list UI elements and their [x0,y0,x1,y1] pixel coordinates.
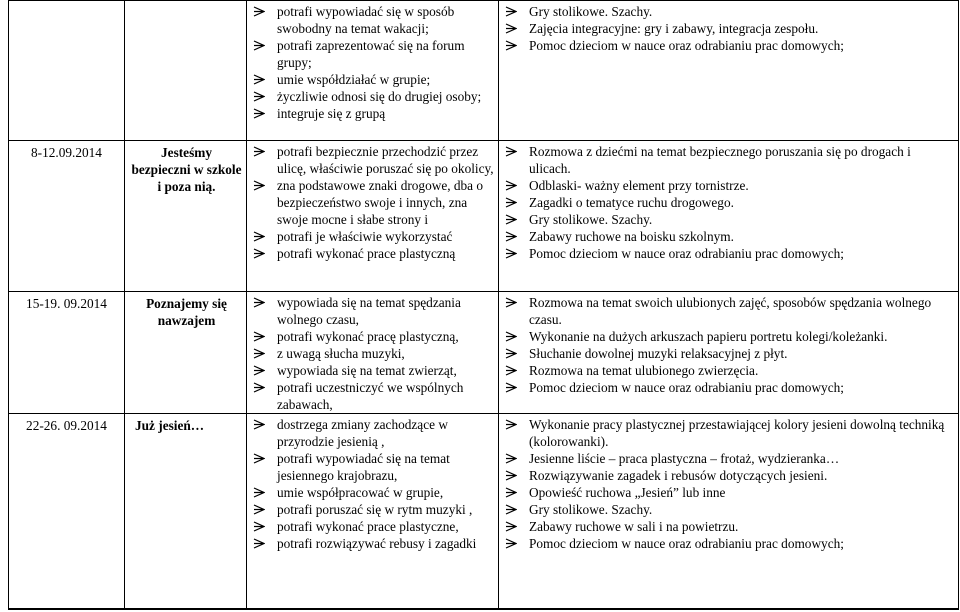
arrow-bullet-icon [505,146,517,157]
arrow-bullet-icon [253,419,265,430]
goals-list [253,143,494,262]
topic-text: Jesteśmy bezpieczni w szkole i poza nią. [131,145,242,194]
list-item [253,535,494,552]
date-cell [9,414,125,610]
list-item-text: Pomoc dzieciom w nauce oraz odrabianiu prac domowych; [529,536,844,551]
list-item [505,37,954,54]
list-item-text: potrafi wypowiadać się na temat jesiennego krajobrazu, [277,451,450,483]
list-item [505,294,954,328]
arrow-bullet-icon [505,297,517,308]
goals-list [253,3,494,122]
list-item-text: potrafi wykonać prace plastyczną [277,246,456,261]
goals-list [253,416,494,552]
arrow-bullet-icon [505,40,517,51]
arrow-bullet-icon [505,487,517,498]
list-item-text: potrafi bezpiecznie przechodzić przez ulicę, właściwie poruszać się po okolicy, [277,144,494,176]
list-item-text: Gry stolikowe. Szachy. [529,212,653,227]
arrow-bullet-icon [253,504,265,515]
table-row [9,414,959,610]
list-item [505,20,954,37]
topic-cell [125,1,247,141]
date-cell [9,141,125,292]
list-item-text: potrafi zaprezentować się na forum grupy; [277,38,465,70]
activities-cell [499,1,959,141]
arrow-bullet-icon [253,487,265,498]
list-item [505,467,954,484]
arrow-bullet-icon [253,348,265,359]
list-item-text: umie współdziałać w grupie; [277,72,431,87]
arrow-bullet-icon [505,504,517,515]
list-item [253,328,494,345]
list-item [253,71,494,88]
date-cell [9,1,125,141]
schedule-table [8,0,959,610]
list-item [505,518,954,535]
list-item-text: Wykonanie pracy plastycznej przestawiającej kolory jesieni dowolną techniką (kolorowanki). [529,417,945,449]
list-item-text: wypowiada się na temat zwierząt, [277,363,457,378]
goals-cell [247,1,499,141]
arrow-bullet-icon [505,23,517,34]
list-item [253,416,494,450]
list-item-text: Rozwiązywanie zagadek i rebusów dotyczących jesieni. [529,468,828,483]
table-row [9,1,959,141]
list-item-text: Wykonanie na dużych arkuszach papieru portretu kolegi/koleżanki. [529,329,888,344]
arrow-bullet-icon [505,453,517,464]
arrow-bullet-icon [253,538,265,549]
list-item-text: Zabawy ruchowe na boisku szkolnym. [529,229,734,244]
list-item-text: Słuchanie dowolnej muzyki relaksacyjnej z płyt. [529,346,788,361]
date-text: 8-12.09.2014 [31,145,102,160]
activities-cell [499,292,959,414]
list-item [505,211,954,228]
list-item-text: potrafi uczestniczyć we wspólnych zabawach, [277,380,464,412]
list-item-text: potrafi wykonać pracę plastyczną, [277,329,459,344]
arrow-bullet-icon [253,146,265,157]
date-text: 22-26. 09.2014 [26,418,107,433]
list-item [253,143,494,177]
goals-list [253,294,494,413]
list-item-text: integruje się z grupą [277,106,386,121]
list-item [253,484,494,501]
list-item-text: zna podstawowe znaki drogowe, dba o bezpieczeństwo swoje i innych, zna swoje mocne i słabe strony i [277,178,484,227]
list-item [505,379,954,396]
list-item [253,362,494,379]
list-item-text: Rozmowa na temat swoich ulubionych zajęć, sposobów spędzania wolnego czasu. [529,295,932,327]
topic-text: Już jesień… [135,418,205,433]
list-item [253,345,494,362]
list-item [253,379,494,413]
list-item [505,228,954,245]
activities-list [505,3,954,54]
arrow-bullet-icon [505,180,517,191]
list-item [253,294,494,328]
arrow-bullet-icon [505,365,517,376]
list-item-text: Zabawy ruchowe w sali i na powietrzu. [529,519,739,534]
list-item-text: życzliwie odnosi się do drugiej osoby; [277,89,482,104]
list-item-text: Pomoc dzieciom w nauce oraz odrabianiu prac domowych; [529,380,844,395]
arrow-bullet-icon [505,348,517,359]
list-item [505,362,954,379]
goals-cell [247,141,499,292]
arrow-bullet-icon [253,180,265,191]
activities-list [505,143,954,262]
list-item [505,535,954,552]
table-row [9,141,959,292]
arrow-bullet-icon [505,197,517,208]
arrow-bullet-icon [505,521,517,532]
goals-cell [247,414,499,610]
activities-list [505,416,954,552]
topic-cell [125,414,247,610]
list-item-text: Odblaski- ważny element przy tornistrze. [529,178,749,193]
arrow-bullet-icon [505,382,517,393]
list-item-text: potrafi je właściwie wykorzystać [277,229,453,244]
list-item-text: Zagadki o tematyce ruchu drogowego. [529,195,734,210]
arrow-bullet-icon [505,248,517,259]
list-item-text: potrafi poruszać się w rytm muzyki , [277,502,473,517]
topic-cell [125,292,247,414]
list-item [505,177,954,194]
activities-list [505,294,954,396]
arrow-bullet-icon [505,470,517,481]
list-item [253,177,494,228]
arrow-bullet-icon [253,91,265,102]
topic-cell [125,141,247,292]
list-item [505,194,954,211]
arrow-bullet-icon [253,108,265,119]
topic-text: Poznajemy się nawzajem [146,296,227,328]
list-item-text: Zajęcia integracyjne: gry i zabawy, integracja zespołu. [529,21,819,36]
list-item [253,88,494,105]
list-item-text: z uwagą słucha muzyki, [277,346,405,361]
arrow-bullet-icon [505,6,517,17]
arrow-bullet-icon [253,40,265,51]
page-bottom-rule [8,608,958,609]
list-item-text: Pomoc dzieciom w nauce oraz odrabianiu prac domowych; [529,246,844,261]
list-item-text: Jesienne liście – praca plastyczna – frotaż, wydzieranka… [529,451,840,466]
list-item [253,3,494,37]
list-item-text: Pomoc dzieciom w nauce oraz odrabianiu prac domowych; [529,38,844,53]
date-text: 15-19. 09.2014 [26,296,107,311]
arrow-bullet-icon [505,214,517,225]
arrow-bullet-icon [253,331,265,342]
list-item [505,143,954,177]
list-item-text: Rozmowa na temat ulubionego zwierzęcia. [529,363,759,378]
arrow-bullet-icon [505,419,517,430]
arrow-bullet-icon [253,248,265,259]
list-item [253,105,494,122]
list-item [505,345,954,362]
list-item [253,228,494,245]
arrow-bullet-icon [253,382,265,393]
date-cell [9,292,125,414]
list-item [253,245,494,262]
list-item [505,328,954,345]
list-item [253,37,494,71]
list-item [505,501,954,518]
list-item [505,416,954,450]
arrow-bullet-icon [253,6,265,17]
list-item [253,518,494,535]
list-item-text: Gry stolikowe. Szachy. [529,4,653,19]
list-item-text: umie współpracować w grupie, [277,485,444,500]
list-item-text: Opowieść ruchowa „Jesień” lub inne [529,485,726,500]
list-item-text: potrafi rozwiązywać rebusy i zagadki [277,536,477,551]
list-item [253,501,494,518]
arrow-bullet-icon [253,453,265,464]
arrow-bullet-icon [253,74,265,85]
list-item [253,450,494,484]
list-item [505,3,954,20]
arrow-bullet-icon [253,521,265,532]
list-item-text: Gry stolikowe. Szachy. [529,502,653,517]
list-item-text: Rozmowa z dziećmi na temat bezpiecznego poruszania się po drogach i ulicach. [529,144,911,176]
list-item [505,484,954,501]
arrow-bullet-icon [505,231,517,242]
table-row [9,292,959,414]
arrow-bullet-icon [253,231,265,242]
list-item-text: wypowiada się na temat spędzania wolnego czasu, [277,295,461,327]
arrow-bullet-icon [253,365,265,376]
activities-cell [499,141,959,292]
arrow-bullet-icon [505,331,517,342]
arrow-bullet-icon [253,297,265,308]
list-item-text: potrafi wykonać prace plastyczne, [277,519,459,534]
list-item [505,450,954,467]
list-item-text: potrafi wypowiadać się w sposób swobodny na temat wakacji; [277,4,455,36]
goals-cell [247,292,499,414]
arrow-bullet-icon [505,538,517,549]
list-item [505,245,954,262]
activities-cell [499,414,959,610]
list-item-text: dostrzega zmiany zachodzące w przyrodzie jesienią , [277,417,448,449]
